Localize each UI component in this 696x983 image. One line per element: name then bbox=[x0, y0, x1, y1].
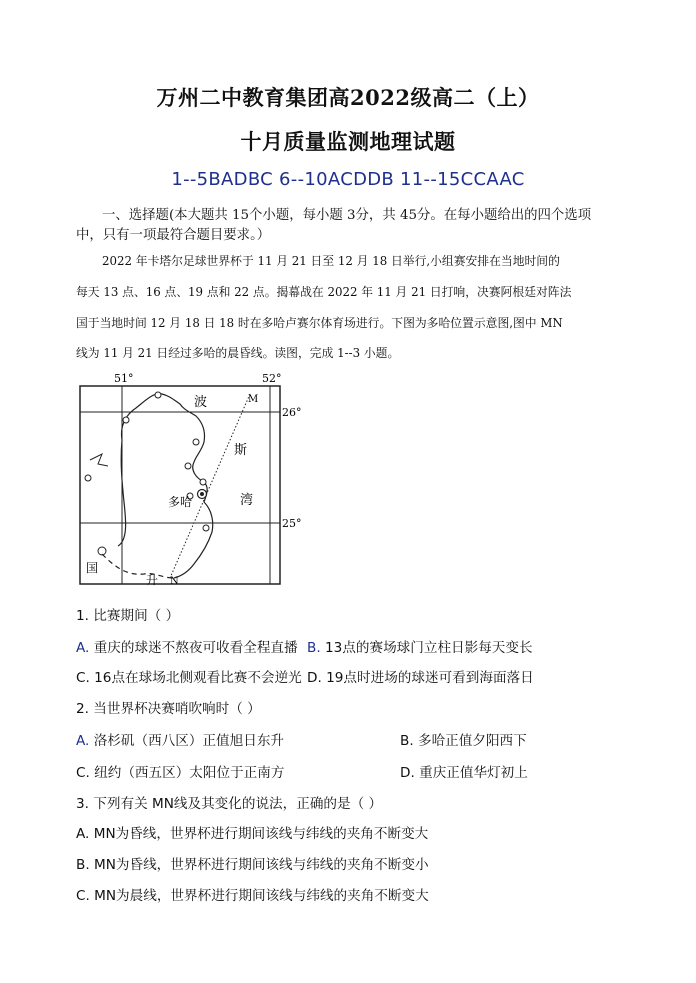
q2-option-b bbox=[400, 729, 527, 749]
doha-label: 多哈 bbox=[168, 495, 193, 509]
option-text: 纽约（西五区）太阳位于正南方 bbox=[94, 765, 285, 781]
lat-25-label: 25° bbox=[282, 517, 302, 530]
doha-marker-center bbox=[200, 492, 204, 496]
q1-option-c bbox=[76, 666, 302, 686]
gulf-label-bo: 波 bbox=[194, 395, 208, 410]
option-letter: A. bbox=[76, 640, 90, 656]
option-letter: C. bbox=[76, 670, 90, 686]
mn-terminator-line bbox=[170, 394, 250, 578]
west-inlet bbox=[90, 454, 108, 466]
option-text: 16点在球场北侧观看比赛不会逆光 bbox=[94, 670, 302, 686]
country-label-guo: 国 bbox=[86, 561, 99, 575]
answer-key: 1--5BADBC 6--10ACDDB 11--15CCAAC bbox=[171, 169, 525, 190]
q3-option-a bbox=[76, 822, 428, 842]
option-text: 13点的赛场球门立柱日影每天变长 bbox=[324, 640, 533, 656]
gulf-label-wan: 湾 bbox=[240, 493, 254, 508]
passage-line1: 2022 年卡塔尔足球世界杯于 11 月 21 日至 12 月 18 日举行,小组赛安排在当地时间的 bbox=[102, 254, 560, 268]
section-intro-line1: 一、选择题(本大题共 15个小题，每小题 3分，共 45分。在每小题给出的四个选项 bbox=[102, 208, 592, 223]
coast-dot bbox=[193, 439, 199, 445]
country-label-sheng: 升 bbox=[146, 573, 159, 587]
option-letter: B. bbox=[400, 733, 414, 749]
exam-title: 万州二中教育集团高2022级高二（上） bbox=[156, 85, 540, 110]
coast-dot bbox=[185, 463, 191, 469]
option-letter: D. bbox=[307, 670, 322, 686]
option-text: 重庆的球迷不熬夜可收看全程直播 bbox=[93, 640, 298, 656]
lon-51-label: 51° bbox=[114, 372, 134, 385]
option-text: 多哈正值夕阳西下 bbox=[417, 733, 527, 749]
option-text: MN为昏线，世界杯进行期间该线与纬线的夹角不断变大 bbox=[93, 826, 429, 842]
point-m-label: M bbox=[248, 394, 259, 405]
q3-option-c bbox=[76, 884, 429, 904]
option-text: MN为晨线，世界杯进行期间该线与纬线的夹角不断变大 bbox=[94, 888, 429, 904]
option-letter: B. bbox=[76, 857, 90, 873]
option-text: 重庆正值华灯初上 bbox=[419, 765, 528, 781]
q2-option-a bbox=[76, 729, 284, 749]
option-letter: A. bbox=[76, 733, 90, 749]
option-text: 19点时进场的球迷可看到海面落日 bbox=[326, 670, 534, 686]
passage-line2: 每天 13 点、16 点、19 点和 22 点。揭幕战在 2022 年 11 月 21 日打响，决赛阿根廷对阵法 bbox=[76, 285, 572, 299]
coast-dot bbox=[200, 479, 206, 485]
coast-dot bbox=[98, 547, 106, 555]
coast-dot bbox=[85, 475, 91, 481]
qatar-coastline bbox=[118, 394, 213, 578]
doha-location-map bbox=[70, 370, 310, 592]
q2-option-d bbox=[400, 761, 528, 781]
passage-line3: 国于当地时间 12 月 18 日 18 时在多哈卢赛尔体育场进行。下图为多哈位置示意图,图中 MN bbox=[76, 316, 563, 330]
option-letter: B. bbox=[307, 640, 321, 656]
map-frame bbox=[80, 386, 280, 584]
coast-dot bbox=[123, 417, 129, 423]
question-1-stem: 1. 比赛期间（ ） bbox=[76, 608, 180, 624]
gulf-label-si: 斯 bbox=[234, 443, 248, 458]
lat-26-label: 26° bbox=[282, 406, 302, 419]
option-letter: A. bbox=[76, 826, 90, 842]
section-intro-line2: 中，只有一项最符合题目要求。） bbox=[76, 228, 271, 243]
option-text: MN为昏线，世界杯进行期间该线与纬线的夹角不断变小 bbox=[93, 857, 429, 873]
exam-subtitle: 十月质量监测地理试题 bbox=[240, 129, 456, 154]
q3-option-b bbox=[76, 853, 429, 873]
coast-dot bbox=[203, 525, 209, 531]
question-3-stem: 3. 下列有关 MN线及其变化的说法，正确的是（ ） bbox=[76, 796, 383, 812]
option-text: 洛杉矶（西八区）正值旭日东升 bbox=[93, 733, 285, 749]
passage-line4: 线为 11 月 21 日经过多哈的晨昏线。读图，完成 1--3 小题。 bbox=[76, 346, 400, 360]
option-letter: C. bbox=[76, 888, 90, 904]
lon-52-label: 52° bbox=[262, 372, 282, 385]
option-letter: D. bbox=[400, 765, 415, 781]
option-letter: C. bbox=[76, 765, 90, 781]
q2-option-c bbox=[76, 761, 284, 781]
coast-dot bbox=[155, 392, 161, 398]
point-n-label: N bbox=[170, 576, 179, 587]
border-line bbox=[102, 554, 174, 578]
question-2-stem: 2. 当世界杯决赛哨吹响时（ ） bbox=[76, 701, 261, 717]
q1-option-b bbox=[307, 636, 533, 656]
q1-option-a bbox=[76, 636, 298, 656]
q1-option-d bbox=[307, 666, 534, 686]
